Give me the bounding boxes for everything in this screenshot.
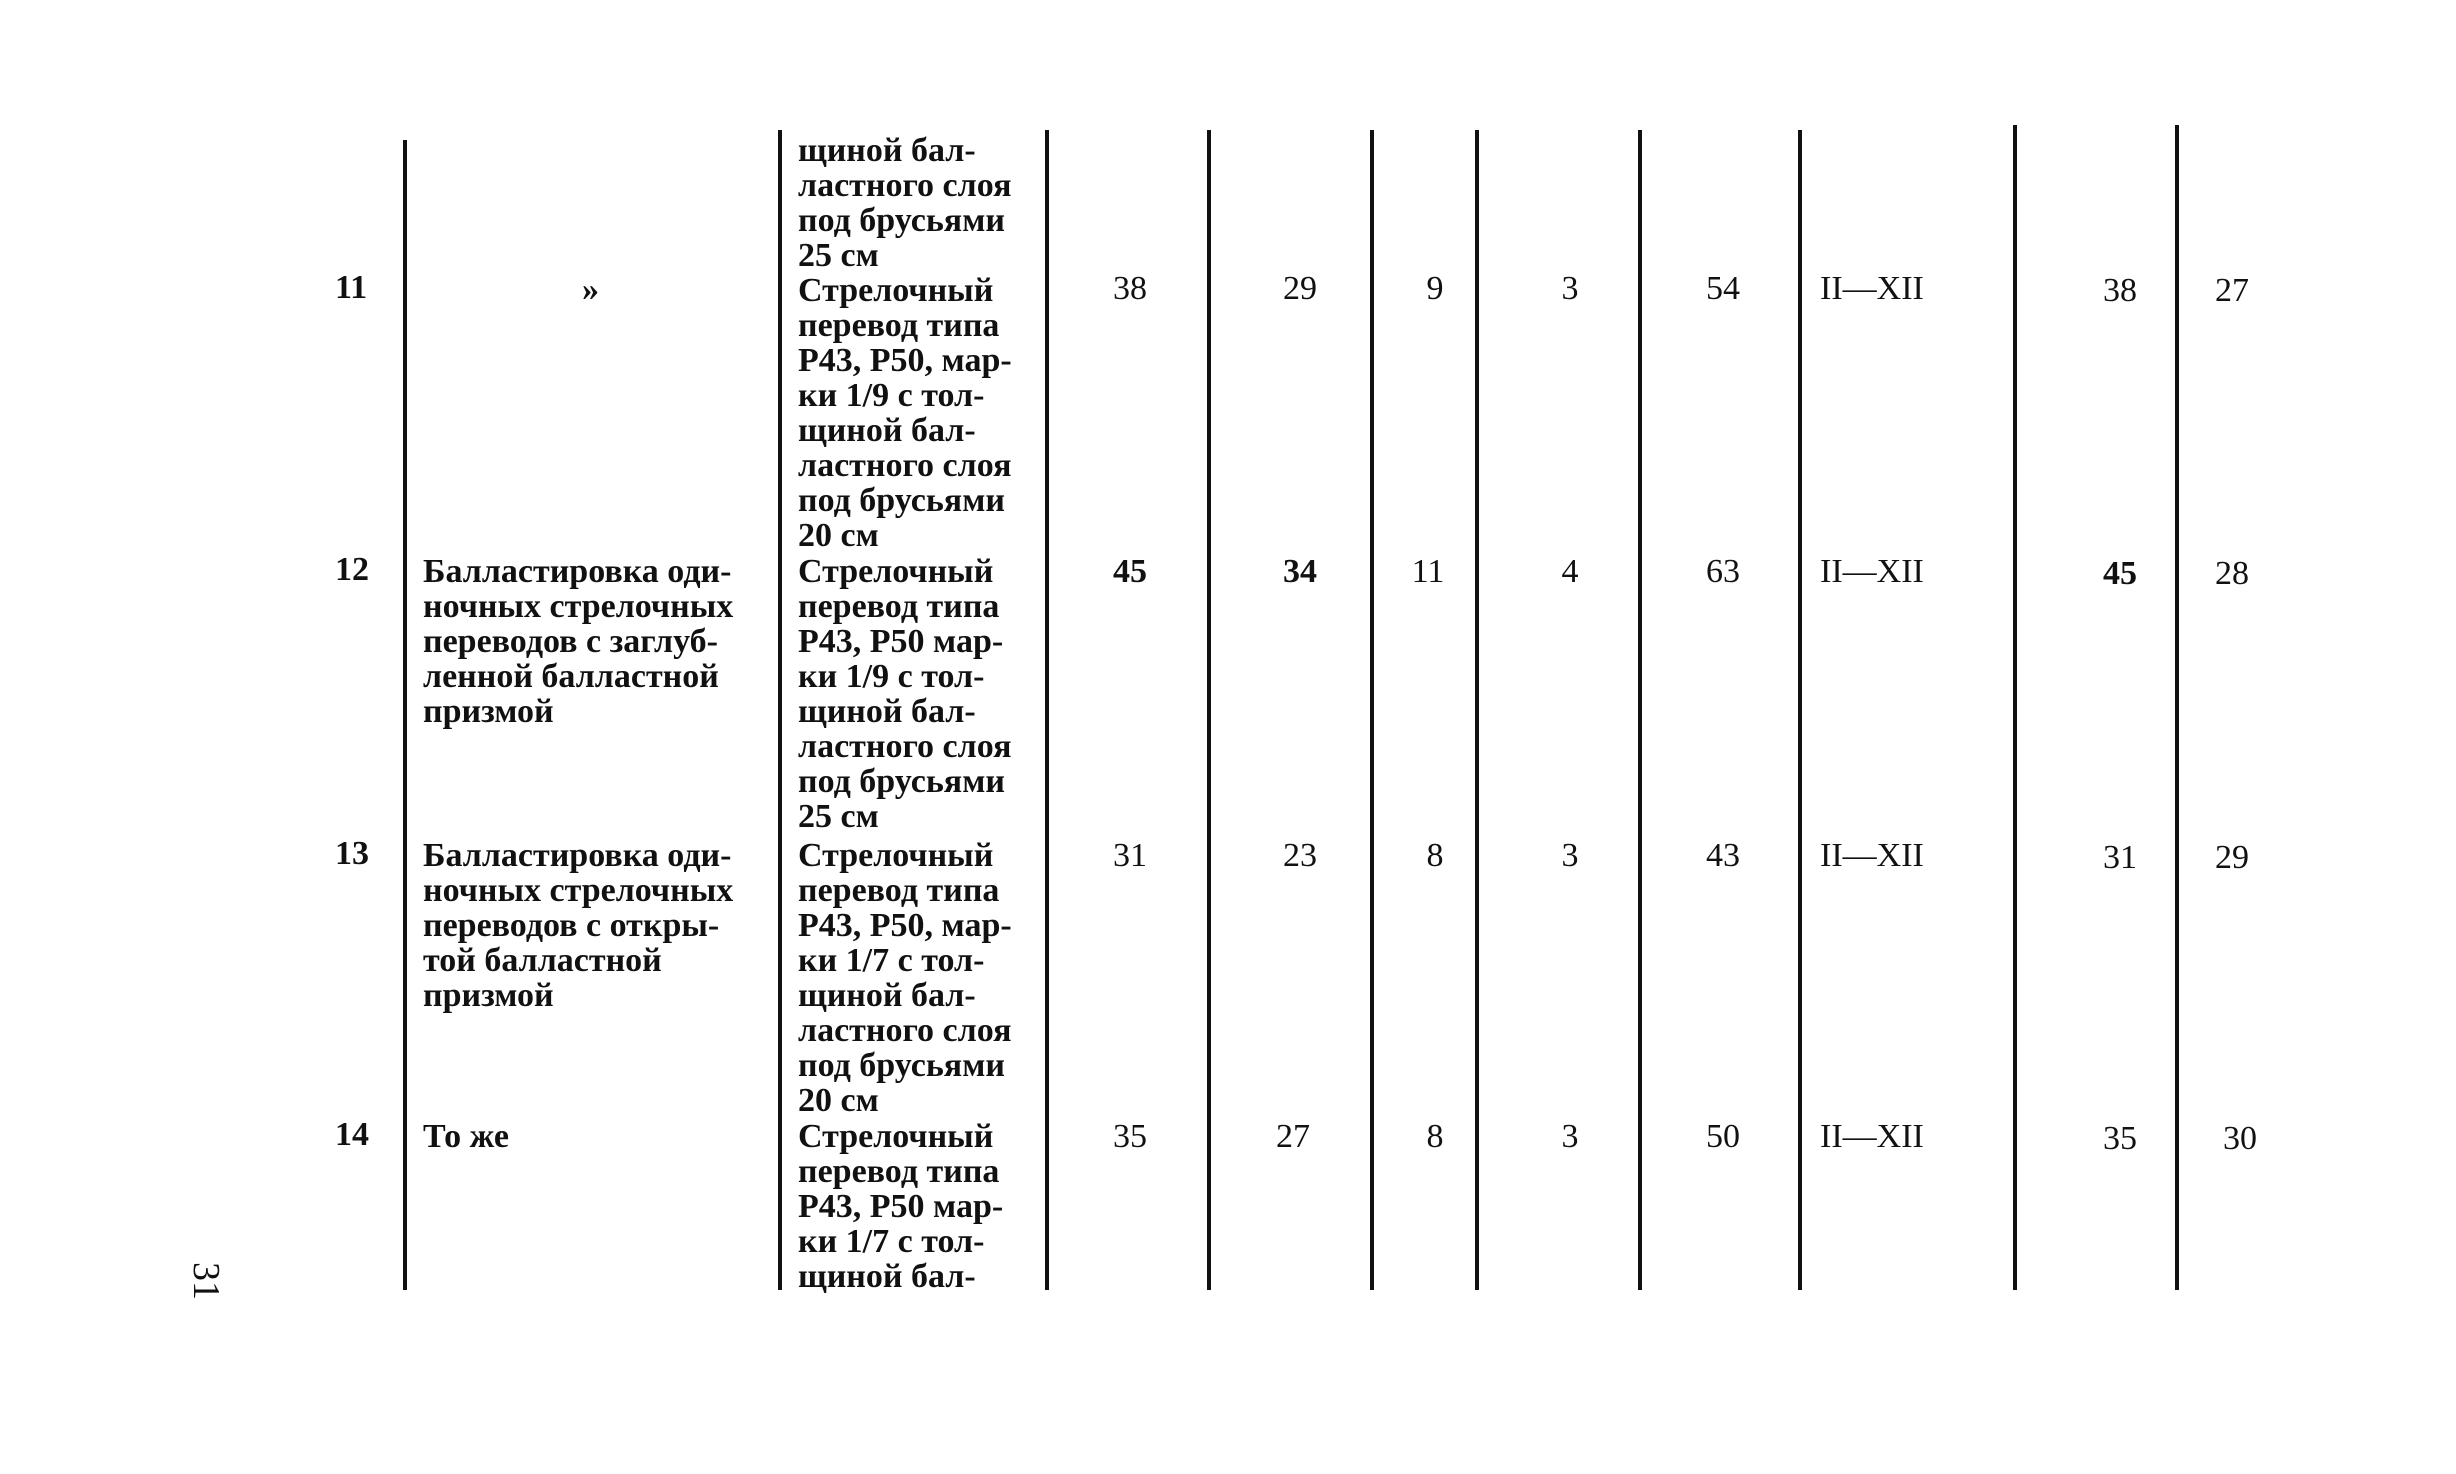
row-value: 3: [1561, 837, 1579, 874]
page-number: 31: [185, 1262, 227, 1300]
row-months: II—XII: [1820, 553, 1924, 590]
row-work-description: То же: [423, 1118, 509, 1155]
row-work-description: Балластировка оди- ночных стрелочных переводов с заглуб- ленной балластной призмой: [423, 553, 734, 730]
row-value: 35: [2103, 1120, 2137, 1157]
row-value: 31: [1113, 837, 1147, 874]
row-value: 54: [1706, 270, 1740, 307]
row-value: 45: [2103, 555, 2137, 592]
row-number: 14: [335, 1116, 369, 1153]
row-value: 29: [1283, 270, 1317, 307]
column-rule: [1798, 130, 1802, 1290]
column-rule: [1207, 130, 1211, 1290]
row-months: II—XII: [1820, 1118, 1924, 1155]
row-number: 13: [335, 835, 369, 872]
row-value: 4: [1561, 553, 1579, 590]
row-value: 43: [1706, 837, 1740, 874]
row-spec: Стрелочный перевод типа Р43, Р50, мар- ки 1/7 с тол- щиной бал- ластного слоя под брусьями 20 см: [798, 837, 1012, 1119]
row-spec: Стрелочный перевод типа Р43, Р50 мар- ки 1/9 с тол- щиной бал- ластного слоя под брусьями 25 см: [798, 553, 1012, 835]
row-value: 8: [1426, 837, 1444, 874]
row-value: 31: [2103, 839, 2137, 876]
row-value: 11: [1411, 553, 1445, 590]
row-ref: 29: [2215, 839, 2249, 876]
continuation-spec-text: щиной бал- ластного слоя под брусьями 25 см: [798, 132, 1012, 274]
row-value: 9: [1426, 270, 1444, 307]
row-value: 3: [1561, 1118, 1579, 1155]
row-ref: 30: [2223, 1120, 2257, 1157]
row-months: II—XII: [1820, 270, 1924, 307]
column-rule: [1370, 130, 1374, 1290]
column-rule: [1638, 130, 1642, 1290]
row-value: 23: [1283, 837, 1317, 874]
row-value: 38: [2103, 272, 2137, 309]
row-number: 11: [335, 269, 368, 306]
column-rule: [403, 140, 407, 1290]
ditto-mark: »: [582, 271, 599, 308]
row-number: 12: [335, 551, 369, 588]
row-value: 63: [1706, 553, 1740, 590]
row-value: 45: [1113, 553, 1147, 590]
column-rule: [2175, 125, 2179, 1290]
row-work-description: Балластировка оди- ночных стрелочных переводов с откры- той балластной призмой: [423, 837, 734, 1014]
row-value: 3: [1561, 270, 1579, 307]
row-months: II—XII: [1820, 837, 1924, 874]
row-value: 8: [1426, 1118, 1444, 1155]
row-value: 34: [1283, 553, 1317, 590]
column-rule: [2013, 125, 2017, 1290]
row-value: 35: [1113, 1118, 1147, 1155]
row-ref: 28: [2215, 555, 2249, 592]
row-value: 50: [1706, 1118, 1740, 1155]
row-ref: 27: [2215, 272, 2249, 309]
row-value: 27: [1276, 1118, 1310, 1155]
row-spec: Стрелочный перевод типа Р43, Р50, мар- ки 1/9 с тол- щиной бал- ластного слоя под брусьями 20 см: [798, 272, 1012, 554]
row-spec: Стрелочный перевод типа Р43, Р50 мар- ки 1/7 с тол- щиной бал-: [798, 1118, 1004, 1295]
column-rule: [1045, 130, 1049, 1290]
row-value: 38: [1113, 270, 1147, 307]
